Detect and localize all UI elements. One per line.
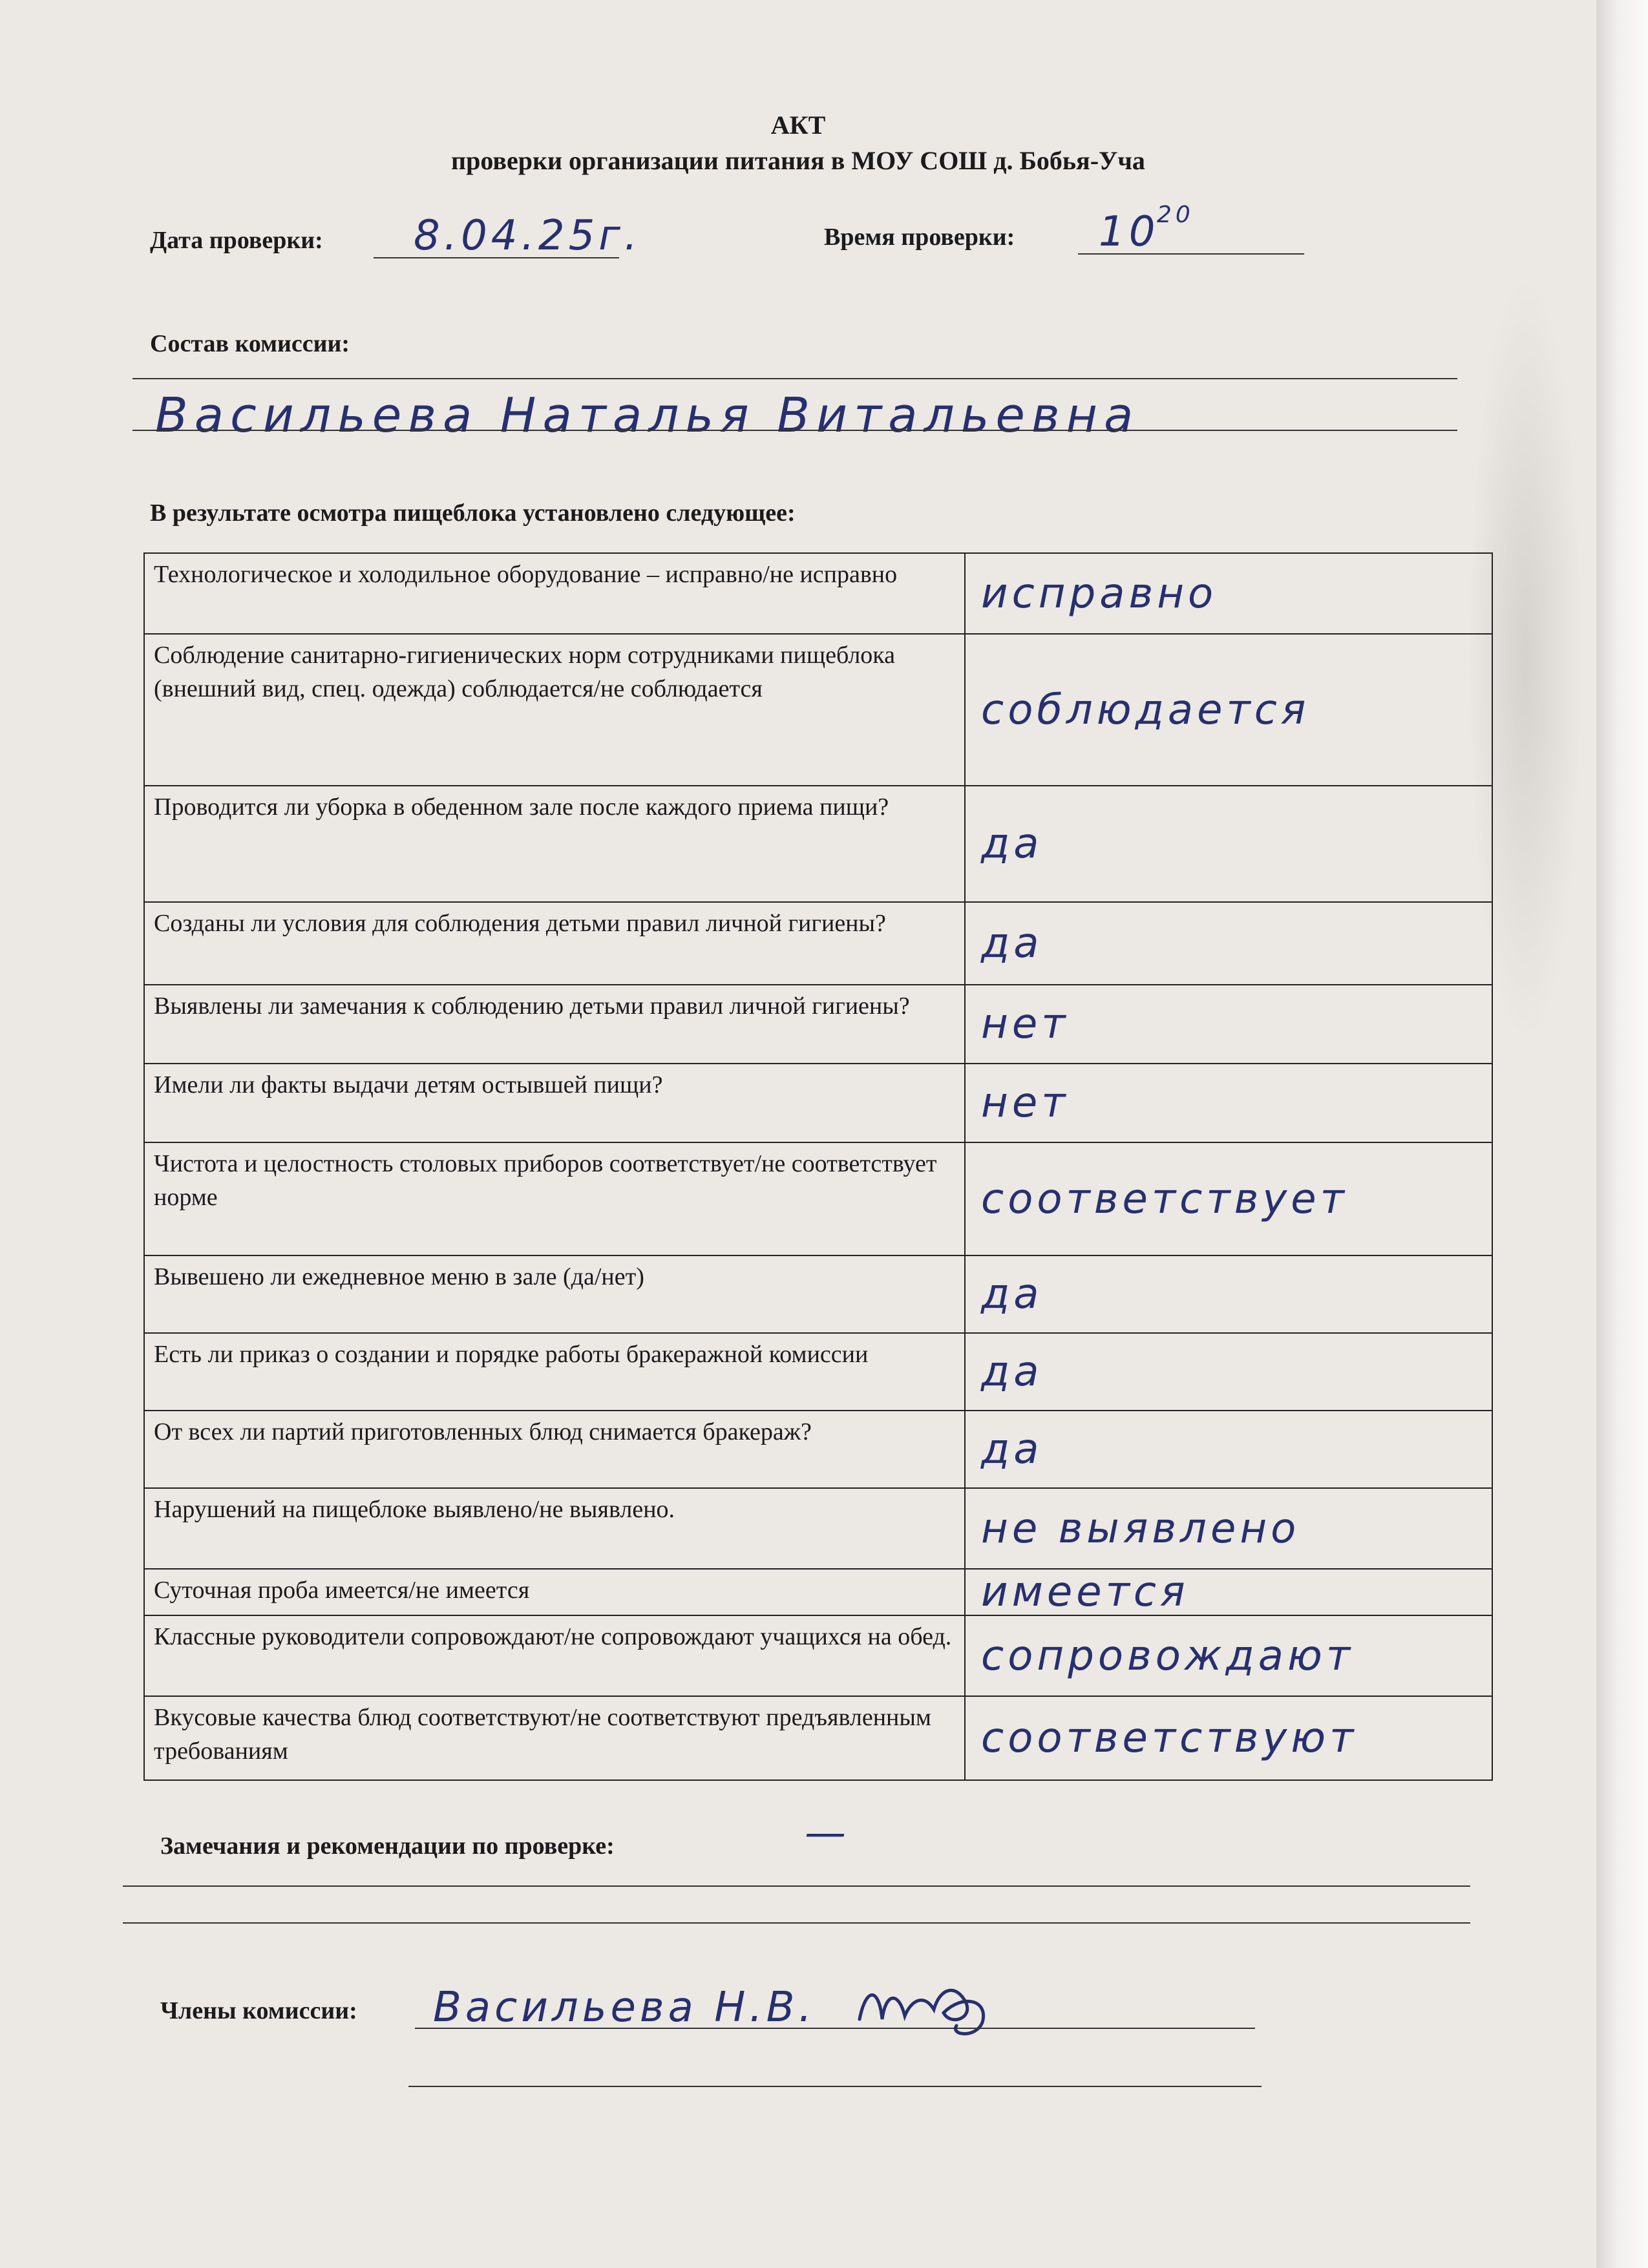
question-cell: От всех ли партий приготовленных блюд снимается бракераж? xyxy=(144,1411,965,1488)
table-row xyxy=(144,786,1492,902)
answer-cell: сопровождают xyxy=(965,1615,1492,1696)
question-cell: Нарушений на пищеблоке выявлено/не выявлено. xyxy=(144,1488,965,1569)
table-row xyxy=(144,1142,1492,1255)
answer-cell: имеется xyxy=(965,1569,1492,1615)
signature xyxy=(853,1974,1008,2045)
table-row xyxy=(144,1411,1492,1488)
time-label: Время проверки: xyxy=(824,224,1015,251)
answer-cell: соответствуют xyxy=(965,1696,1492,1780)
date-value: 8.04.25г. xyxy=(414,212,642,260)
members-value: Васильева Н.В. xyxy=(433,1984,816,2032)
paper-edge xyxy=(1596,0,1648,2268)
table-row xyxy=(144,1255,1492,1333)
results-heading: В результате осмотра пищеблока установлено следующее: xyxy=(150,499,796,527)
commission-line-2 xyxy=(132,430,1457,431)
answer-cell: да xyxy=(965,902,1492,985)
table-row xyxy=(144,1569,1492,1615)
remarks-line-1 xyxy=(123,1885,1470,1887)
checklist-table xyxy=(143,552,1493,1781)
time-hours: 10 xyxy=(1099,208,1159,256)
answer-cell: соответствует xyxy=(965,1142,1492,1255)
remarks-line-2 xyxy=(123,1922,1470,1924)
question-cell: Имели ли факты выдачи детям остывшей пищи? xyxy=(144,1064,965,1142)
document-subtitle: проверки организации питания в МОУ СОШ д. Бобья-Уча xyxy=(451,146,1145,175)
commission-member: Васильева Наталья Витальевна xyxy=(155,388,1140,443)
question-cell: Есть ли приказ о создании и порядке работы бракеражной комиссии xyxy=(144,1333,965,1411)
time-underline xyxy=(1078,253,1304,255)
question-cell: Чистота и целостность столовых приборов соответствует/не соответствует норме xyxy=(144,1142,965,1255)
date-label: Дата проверки: xyxy=(150,227,323,254)
answer-cell: исправно xyxy=(965,553,1492,634)
table-row xyxy=(144,1064,1492,1142)
question-cell: Суточная проба имеется/не имеется xyxy=(144,1569,965,1615)
question-cell: Вывешено ли ежедневное меню в зале (да/нет) xyxy=(144,1255,965,1333)
question-cell: Соблюдение санитарно-гигиенических норм сотрудниками пищеблока (внешний вид, спец. одежда) соблюдается/не соблюдается xyxy=(144,634,965,786)
question-cell: Технологическое и холодильное оборудование – исправно/не исправно xyxy=(144,553,965,634)
answer-cell: соблюдается xyxy=(965,634,1492,786)
table-row xyxy=(144,1333,1492,1411)
question-cell: Классные руководители сопровождают/не сопровождают учащихся на обед. xyxy=(144,1615,965,1696)
answer-cell: да xyxy=(965,786,1492,902)
members-label: Члены комиссии: xyxy=(160,1997,357,2024)
table-row xyxy=(144,553,1492,634)
remarks-value: — xyxy=(805,1809,850,1857)
answer-cell: нет xyxy=(965,985,1492,1064)
table-row xyxy=(144,634,1492,786)
table-row xyxy=(144,1696,1492,1780)
question-cell: Проводится ли уборка в обеденном зале после каждого приема пищи? xyxy=(144,786,965,902)
answer-cell: нет xyxy=(965,1064,1492,1142)
question-cell: Вкусовые качества блюд соответствуют/не соответствуют предъявленным требованиям xyxy=(144,1696,965,1780)
remarks-label: Замечания и рекомендации по проверке: xyxy=(160,1832,615,1860)
answer-cell: да xyxy=(965,1411,1492,1488)
table-row xyxy=(144,1488,1492,1569)
time-minutes: 20 xyxy=(1157,202,1194,228)
commission-label: Состав комиссии: xyxy=(150,330,350,357)
table-row xyxy=(144,1615,1492,1696)
members-line-2 xyxy=(408,2086,1262,2087)
table-row xyxy=(144,902,1492,985)
answer-cell: да xyxy=(965,1333,1492,1411)
document-title: АКТ xyxy=(770,110,826,140)
answer-cell: не выявлено xyxy=(965,1488,1492,1569)
members-line-1 xyxy=(415,2028,1255,2029)
commission-line-1 xyxy=(132,378,1457,379)
question-cell: Созданы ли условия для соблюдения детьми правил личной гигиены? xyxy=(144,902,965,985)
question-cell: Выявлены ли замечания к соблюдению детьми правил личной гигиены? xyxy=(144,985,965,1064)
table-row xyxy=(144,985,1492,1064)
answer-cell: да xyxy=(965,1255,1492,1333)
date-underline xyxy=(374,257,619,258)
